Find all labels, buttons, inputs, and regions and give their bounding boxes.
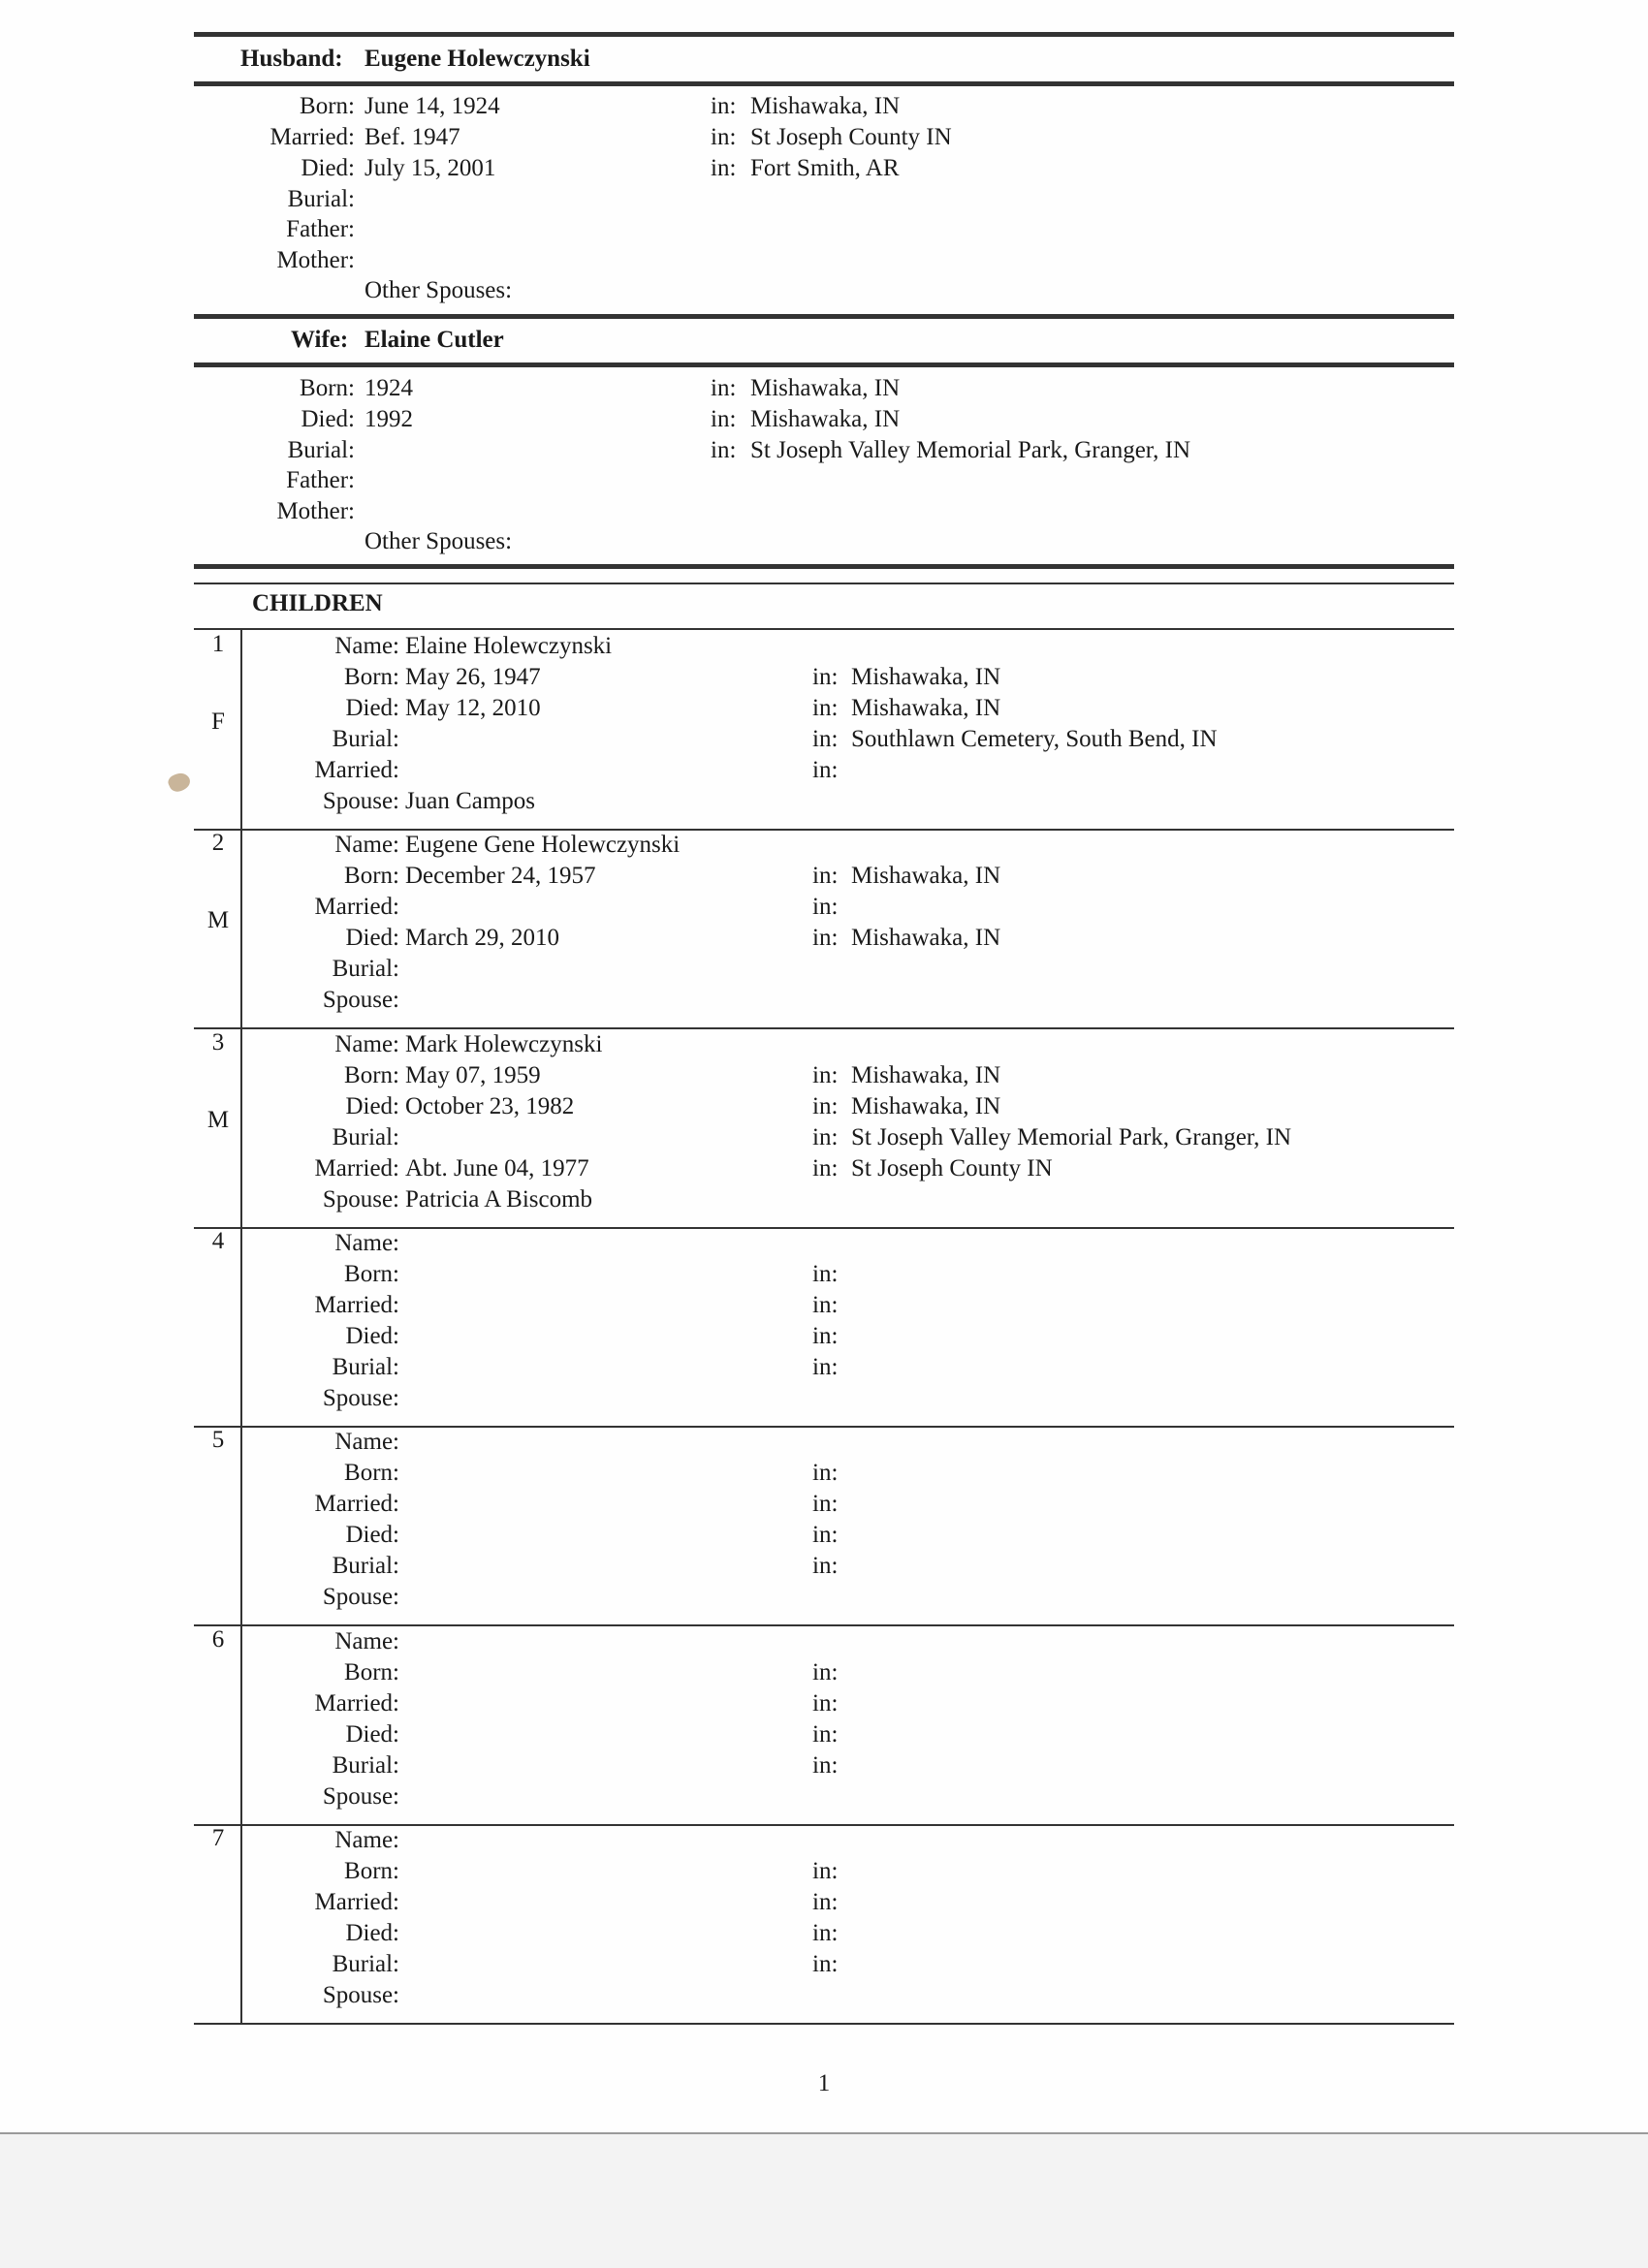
child-field-place: Mishawaka, IN	[851, 1062, 1001, 1088]
child-field-label: Married:	[314, 1292, 399, 1318]
wife-burial-place: St Joseph Valley Memorial Park, Granger, IN	[750, 437, 1191, 463]
wife-header-rule	[194, 362, 1454, 367]
child-vertical-rule	[240, 829, 242, 1027]
child-in-label: in:	[812, 1292, 839, 1318]
wife-burial-label: Burial:	[287, 437, 355, 463]
child-field-place: St Joseph County IN	[851, 1155, 1053, 1181]
wife-other-spouses-label: Other Spouses:	[364, 528, 513, 554]
child-in-label: in:	[812, 1124, 839, 1150]
husband-died-place: Fort Smith, AR	[750, 155, 900, 181]
child-in-label: in:	[812, 1062, 839, 1088]
child-in-label: in:	[812, 1155, 839, 1181]
child-field-label: Burial:	[332, 726, 399, 752]
child-field-label: Married:	[314, 1889, 399, 1915]
child-field-label: Spouse:	[322, 1584, 399, 1610]
child-field-value: Mark Holewczynski	[405, 1031, 603, 1057]
child-vertical-rule	[240, 1028, 242, 1227]
child-field-label: Married:	[314, 1155, 399, 1181]
child-field-value: May 12, 2010	[405, 695, 541, 721]
child-field-value: Elaine Holewczynski	[405, 633, 613, 659]
child-field-label: Burial:	[332, 1354, 399, 1380]
child-number: 3	[211, 1029, 225, 1055]
husband-other-spouses-label: Other Spouses:	[364, 277, 513, 303]
child-in-label: in:	[812, 925, 839, 951]
wife-died-label: Died:	[301, 406, 355, 432]
husband-header-label: Husband:	[240, 46, 343, 72]
children-header: CHILDREN	[252, 590, 383, 616]
child-vertical-rule	[240, 630, 242, 829]
children-top-thin-rule	[194, 583, 1454, 584]
wife-top-rule	[194, 314, 1454, 319]
child-bottom-rule	[194, 1027, 1454, 1029]
husband-born-in-label: in:	[711, 93, 737, 119]
husband-married-in-label: in:	[711, 124, 737, 150]
child-number: 6	[211, 1626, 225, 1653]
child-bottom-rule	[194, 2023, 1454, 2025]
child-field-label: Burial:	[332, 1752, 399, 1779]
child-field-label: Born:	[344, 863, 399, 889]
child-field-value: October 23, 1982	[405, 1093, 575, 1119]
child-field-place: Mishawaka, IN	[851, 863, 1001, 889]
child-field-label: Spouse:	[322, 788, 399, 814]
child-in-label: in:	[812, 1659, 839, 1685]
child-field-value: Eugene Gene Holewczynski	[405, 832, 681, 858]
child-sex: M	[206, 1107, 230, 1133]
child-field-label: Married:	[314, 1491, 399, 1517]
child-number: 5	[211, 1427, 225, 1453]
child-field-value: Patricia A Biscomb	[405, 1186, 593, 1213]
child-field-label: Name:	[334, 1031, 399, 1057]
wife-died-place: Mishawaka, IN	[750, 406, 901, 432]
child-in-label: in:	[812, 1354, 839, 1380]
child-field-label: Born:	[344, 1858, 399, 1884]
child-field-label: Name:	[334, 832, 399, 858]
child-field-label: Died:	[345, 1920, 399, 1946]
wife-died-in-label: in:	[711, 406, 737, 432]
husband-died-in-label: in:	[711, 155, 737, 181]
husband-header-rule	[194, 81, 1454, 86]
child-in-label: in:	[812, 1951, 839, 1977]
husband-died-date: July 15, 2001	[364, 155, 496, 181]
child-field-place: Mishawaka, IN	[851, 664, 1001, 690]
child-field-label: Married:	[314, 894, 399, 920]
child-sex: F	[211, 709, 225, 735]
child-in-label: in:	[812, 1690, 839, 1717]
child-field-place: Mishawaka, IN	[851, 1093, 1001, 1119]
child-in-label: in:	[812, 757, 839, 783]
child-field-label: Born:	[344, 664, 399, 690]
wife-name: Elaine Cutler	[364, 327, 504, 353]
child-field-label: Name:	[334, 1230, 399, 1256]
child-field-place: Southlawn Cemetery, South Bend, IN	[851, 726, 1218, 752]
child-field-label: Died:	[345, 1721, 399, 1748]
child-field-label: Spouse:	[322, 1385, 399, 1411]
child-field-value: May 26, 1947	[405, 664, 541, 690]
child-field-label: Name:	[334, 1628, 399, 1654]
husband-born-label: Born:	[300, 93, 355, 119]
husband-born-place: Mishawaka, IN	[750, 93, 901, 119]
child-field-label: Burial:	[332, 956, 399, 982]
child-sex: M	[206, 907, 230, 933]
child-field-label: Burial:	[332, 1951, 399, 1977]
child-field-place: Mishawaka, IN	[851, 695, 1001, 721]
husband-married-place: St Joseph County IN	[750, 124, 952, 150]
husband-name: Eugene Holewczynski	[364, 46, 590, 72]
child-in-label: in:	[812, 726, 839, 752]
child-in-label: in:	[812, 1858, 839, 1884]
child-in-label: in:	[812, 664, 839, 690]
husband-father-label: Father:	[286, 216, 355, 242]
child-field-label: Burial:	[332, 1553, 399, 1579]
child-field-label: Born:	[344, 1460, 399, 1486]
wife-mother-label: Mother:	[276, 498, 355, 524]
child-in-label: in:	[812, 1460, 839, 1486]
child-field-label: Spouse:	[322, 1982, 399, 2008]
child-in-label: in:	[812, 1553, 839, 1579]
child-field-label: Name:	[334, 1827, 399, 1853]
child-in-label: in:	[812, 1261, 839, 1287]
child-in-label: in:	[812, 1752, 839, 1779]
child-field-label: Died:	[345, 1522, 399, 1548]
wife-born-place: Mishawaka, IN	[750, 375, 901, 401]
child-in-label: in:	[812, 894, 839, 920]
wife-header-label: Wife:	[291, 327, 349, 353]
husband-married-date: Bef. 1947	[364, 124, 460, 150]
page-number: 1	[817, 2070, 831, 2096]
child-field-label: Name:	[334, 633, 399, 659]
husband-mother-label: Mother:	[276, 247, 355, 273]
child-field-place: Mishawaka, IN	[851, 925, 1001, 951]
child-in-label: in:	[812, 1323, 839, 1349]
wife-born-label: Born:	[300, 375, 355, 401]
child-in-label: in:	[812, 1491, 839, 1517]
husband-top-rule	[194, 32, 1454, 37]
child-number: 2	[211, 830, 225, 856]
wife-born-in-label: in:	[711, 375, 737, 401]
husband-born-date: June 14, 1924	[364, 93, 500, 119]
husband-died-label: Died:	[301, 155, 355, 181]
child-field-label: Spouse:	[322, 1186, 399, 1213]
child-field-label: Born:	[344, 1659, 399, 1685]
child-number: 4	[211, 1228, 225, 1254]
child-bottom-rule	[194, 1624, 1454, 1626]
child-field-value: March 29, 2010	[405, 925, 559, 951]
wife-father-label: Father:	[286, 467, 355, 493]
child-in-label: in:	[812, 1721, 839, 1748]
wife-born-date: 1924	[364, 375, 413, 401]
child-in-label: in:	[812, 863, 839, 889]
scanner-bed-strip	[0, 2132, 1648, 2268]
children-top-rule	[194, 564, 1454, 569]
child-field-value: Juan Campos	[405, 788, 536, 814]
wife-burial-in-label: in:	[711, 437, 737, 463]
child-field-label: Spouse:	[322, 1783, 399, 1810]
child-field-label: Born:	[344, 1261, 399, 1287]
child-vertical-rule	[240, 1824, 242, 2023]
child-field-place: St Joseph Valley Memorial Park, Granger, IN	[851, 1124, 1292, 1150]
child-field-label: Married:	[314, 757, 399, 783]
child-in-label: in:	[812, 1522, 839, 1548]
wife-died-date: 1992	[364, 406, 413, 432]
husband-burial-label: Burial:	[287, 186, 355, 212]
child-field-value: December 24, 1957	[405, 863, 596, 889]
husband-married-label: Married:	[269, 124, 355, 150]
child-field-value: Abt. June 04, 1977	[405, 1155, 589, 1181]
child-field-label: Married:	[314, 1690, 399, 1717]
children-header-rule	[194, 628, 1454, 630]
child-field-value: May 07, 1959	[405, 1062, 541, 1088]
child-field-label: Burial:	[332, 1124, 399, 1150]
child-field-label: Died:	[345, 1323, 399, 1349]
child-vertical-rule	[240, 1227, 242, 1426]
child-field-label: Spouse:	[322, 987, 399, 1013]
child-field-label: Died:	[345, 695, 399, 721]
child-field-label: Name:	[334, 1429, 399, 1455]
child-number: 1	[211, 631, 225, 657]
child-field-label: Born:	[344, 1062, 399, 1088]
child-vertical-rule	[240, 1426, 242, 1624]
child-in-label: in:	[812, 1920, 839, 1946]
child-vertical-rule	[240, 1625, 242, 1824]
child-in-label: in:	[812, 1093, 839, 1119]
child-number: 7	[211, 1825, 225, 1851]
child-in-label: in:	[812, 1889, 839, 1915]
child-in-label: in:	[812, 695, 839, 721]
child-field-label: Died:	[345, 925, 399, 951]
child-field-label: Died:	[345, 1093, 399, 1119]
